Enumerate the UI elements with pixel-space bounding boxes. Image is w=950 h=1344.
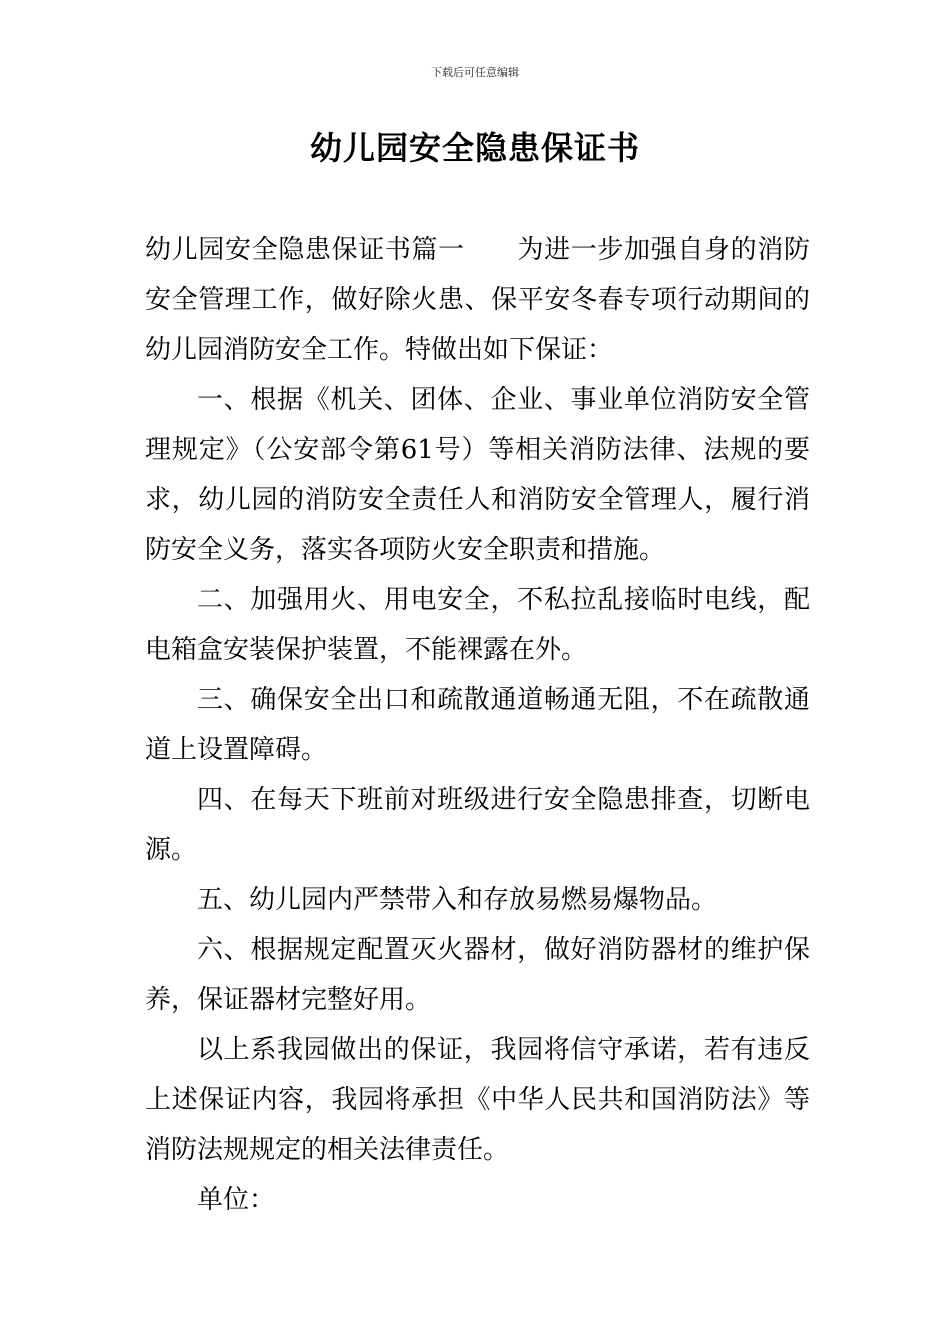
document-body [145,225,810,1225]
paragraph-1: 一、根据《机关、团体、企业、事业单位消防安全管理规定》（公安部令第61号）等相关消防法律、法规的要求，幼儿园的消防安全责任人和消防安全管理人，履行消防安全义务，落实各项防火安全职责和措施。 [145,385,810,565]
intro-label: 幼儿园安全隐患保证书篇一 [145,235,465,265]
paragraph-commitment: 以上系我园做出的保证，我园将信守承诺，若有违反上述保证内容，我园将承担《中华人民共和国消防法》等消防法规规定的相关法律责任。 [145,1035,810,1165]
intro-paragraph [145,225,810,375]
signature-unit-label: 单位： [197,1185,276,1215]
paragraph-2: 二、加强用火、用电安全，不私拉乱接临时电线，配电箱盒安装保护装置，不能裸露在外。 [145,585,810,665]
paragraph-5: 五、幼儿园内严禁带入和存放易燃易爆物品。 [197,885,718,915]
paragraph-3: 三、确保安全出口和疏散通道畅通无阻，不在疏散通道上设置障碍。 [145,685,810,765]
document-title: 幼儿园安全隐患保证书 [309,129,640,167]
intro-text: 为进一步加强自身的消防安全管理工作，做好除火患、保平安冬春专项行动期间的幼儿园消防安全工作。特做出如下保证： [145,235,810,365]
header-note: 下载后可任意编辑 [431,66,519,79]
paragraph-4: 四、在每天下班前对班级进行安全隐患排查，切断电源。 [145,785,810,865]
paragraph-6: 六、根据规定配置灭火器材，做好消防器材的维护保养，保证器材完整好用。 [145,935,810,1015]
